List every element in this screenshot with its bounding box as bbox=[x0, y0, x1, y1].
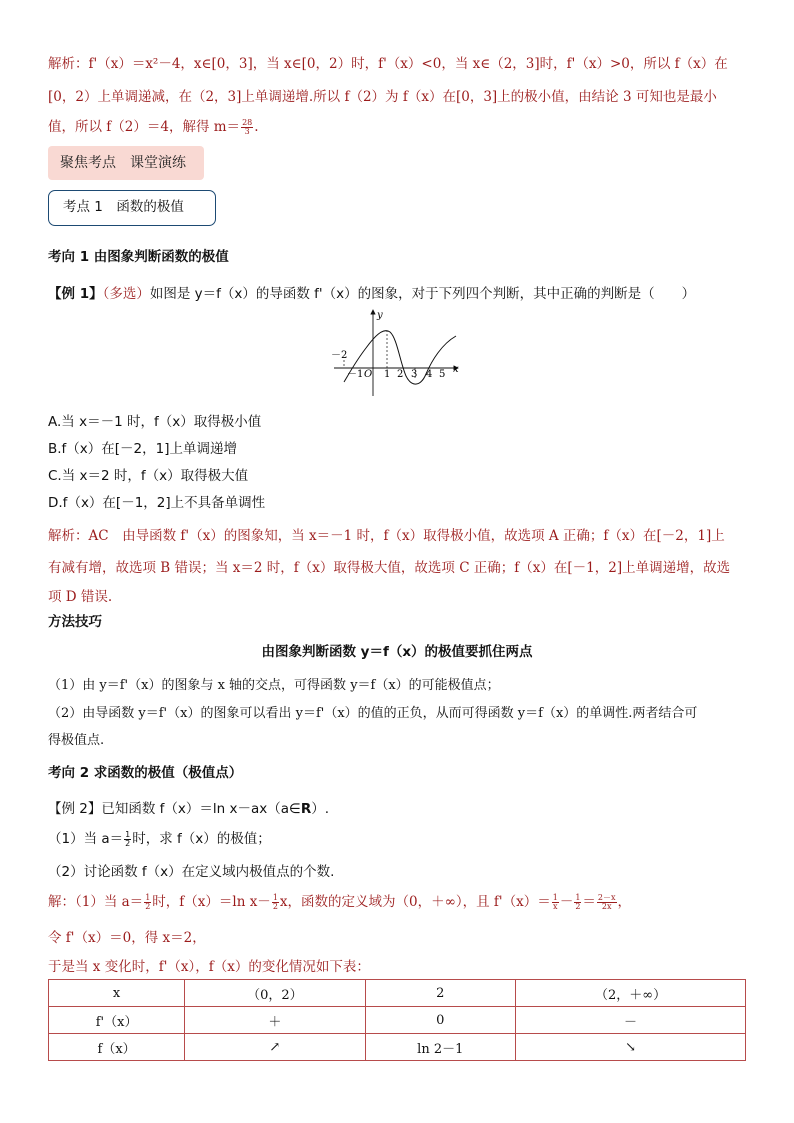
example-2-text: 已知函数 f（x）＝ln x－ax（a∈ bbox=[101, 801, 301, 817]
example-1-stem bbox=[48, 282, 748, 302]
sol-end: ， bbox=[617, 894, 632, 910]
equals-sign: ＝ bbox=[582, 894, 596, 910]
method-point-1: （1）由 y＝f'（x）的图象与 x 轴的交点，可得函数 y＝f（x）的可能极值点； bbox=[48, 678, 500, 693]
prev-analysis-line-2: [0，2）上单调递减，在（2，3]上单调递增.所以 f（2）为 f（x）在[0，3]上的极小值，由结论 3 可知也是最小 bbox=[48, 89, 717, 105]
table-cell: （0，2） bbox=[185, 980, 365, 1007]
solution-line-3: 于是当 x 变化时，f'（x），f（x）的变化情况如下表： bbox=[48, 959, 370, 975]
q1-text: （1）当 a＝ bbox=[48, 831, 124, 847]
q1-text-end: 时，求 f（x）的极值； bbox=[132, 831, 271, 847]
fraction-result: $\frac{2-x}{2x}$ bbox=[597, 893, 616, 911]
table-cell: x bbox=[49, 980, 185, 1007]
option-d: D.f（x）在[－1，2]上不具备单调性 bbox=[48, 495, 266, 511]
method-heading: 方法技巧 bbox=[48, 614, 102, 630]
section-banner: 聚焦考点 课堂演练 bbox=[48, 146, 204, 180]
fraction-1-over-2: $\frac{1}{2}$ bbox=[575, 893, 581, 911]
example-2-stem bbox=[48, 797, 748, 817]
tick-3: 3 bbox=[411, 369, 418, 380]
option-c: C.当 x＝2 时，f（x）取得极大值 bbox=[48, 468, 249, 484]
table-cell: f'（x） bbox=[49, 1007, 185, 1034]
table-row bbox=[49, 980, 746, 1007]
table-cell: ln 2－1 bbox=[365, 1034, 516, 1061]
tick-minus-2: －2 bbox=[331, 350, 348, 361]
fraction-coef: $\frac{1}{2}$ bbox=[272, 893, 278, 911]
example-label: 【例 1】 bbox=[48, 286, 103, 302]
method-title: 由图象判断函数 y＝f（x）的极值要抓住两点 bbox=[261, 644, 533, 660]
tick-2: 2 bbox=[397, 369, 404, 380]
fraction-a: $\frac{1}{2}$ bbox=[145, 893, 151, 911]
example-1-analysis-line-2: 有减有增，故选项 B 错误；当 x＝2 时，f（x）取得极大值，故选项 C 正确；f（x）在[－1，2]上单调递增，故选 bbox=[48, 560, 731, 576]
sol-text-c: x，函数的定义域为（0，＋∞），且 f'（x）＝ bbox=[279, 894, 551, 910]
table-cell: （2，＋∞） bbox=[516, 980, 746, 1007]
table-cell: ↘ bbox=[516, 1034, 746, 1061]
table-cell: ↗ bbox=[185, 1034, 365, 1061]
example-1-analysis-line-1: 解析：AC 由导函数 f'（x）的图象知，当 x＝－1 时，f（x）取得极小值，故选项 A 正确；f（x）在[－2，1]上 bbox=[48, 528, 725, 544]
period: . bbox=[254, 119, 259, 135]
table-cell: 2 bbox=[365, 980, 516, 1007]
table-cell: f（x） bbox=[49, 1034, 185, 1061]
x-label: x bbox=[453, 364, 459, 375]
option-b: B.f（x）在[－2，1]上单调递增 bbox=[48, 441, 238, 457]
solution-line-1 bbox=[48, 890, 748, 911]
tick-4: 4 bbox=[426, 369, 433, 380]
fraction-28-3: $\frac{28}{3}$ bbox=[242, 118, 253, 136]
y-label: y bbox=[377, 310, 383, 321]
sol-text-b: 时，f（x）＝ln x－ bbox=[152, 894, 271, 910]
fraction-one-half: $\frac{1}{2}$ bbox=[125, 829, 131, 848]
fraction-1-over-x: $\frac{1}{x}$ bbox=[552, 893, 558, 911]
variation-table bbox=[48, 979, 746, 1061]
example-2-q1 bbox=[48, 827, 748, 848]
solution-line-2: 令 f'（x）＝0，得 x＝2， bbox=[48, 930, 206, 946]
prev-analysis-line-3 bbox=[48, 115, 748, 136]
example-text: 如图是 y＝f（x）的导函数 f'（x）的图象，对于下列四个判断，其中正确的判断是（ ） bbox=[149, 286, 696, 302]
tick-1: 1 bbox=[384, 369, 391, 380]
minus-sign: － bbox=[559, 894, 574, 910]
table-cell: 0 bbox=[365, 1007, 516, 1034]
example-2-text-end: ）. bbox=[311, 801, 330, 817]
prev-analysis-text: 值，所以 f（2）＝4，解得 m＝ bbox=[48, 119, 241, 135]
method-point-2-line-2: 得极值点. bbox=[48, 733, 105, 748]
example-2-q2: （2）讨论函数 f（x）在定义域内极值点的个数. bbox=[48, 864, 335, 880]
kaodian-box: 考点 1 函数的极值 bbox=[48, 190, 216, 226]
multi-select-tag: （多选） bbox=[102, 286, 150, 302]
kaoxiang-1-heading: 考向 1 由图象判断函数的极值 bbox=[48, 249, 229, 265]
method-point-2-line-1: （2）由导函数 y＝f'（x）的图象可以看出 y＝f'（x）的值的正负，从而可得函数 y＝f（x）的单调性.两者结合可 bbox=[48, 706, 698, 721]
derivative-graph bbox=[328, 306, 468, 400]
table-cell: ＋ bbox=[185, 1007, 365, 1034]
real-set-symbol: R bbox=[300, 801, 312, 817]
tick-5: 5 bbox=[439, 369, 446, 380]
table-row bbox=[49, 1034, 746, 1061]
kaoxiang-2-heading: 考向 2 求函数的极值（极值点） bbox=[48, 765, 243, 781]
origin-label: O bbox=[364, 369, 373, 380]
prev-analysis-line-1: 解析：f'（x）＝x²－4，x∈[0，3]，当 x∈[0，2）时，f'（x）<0，当 x∈（2，3]时，f'（x）>0，所以 f（x）在 bbox=[48, 56, 728, 72]
example-1-analysis-line-3: 项 D 错误. bbox=[48, 589, 113, 605]
table-row bbox=[49, 1007, 746, 1034]
option-a: A.当 x＝－1 时，f（x）取得极小值 bbox=[48, 414, 262, 430]
example-2-label: 【例 2】 bbox=[48, 801, 102, 817]
sol-text-a: 解：（1）当 a＝ bbox=[48, 894, 144, 910]
tick-minus-1: －1 bbox=[347, 369, 364, 380]
table-cell: － bbox=[516, 1007, 746, 1034]
